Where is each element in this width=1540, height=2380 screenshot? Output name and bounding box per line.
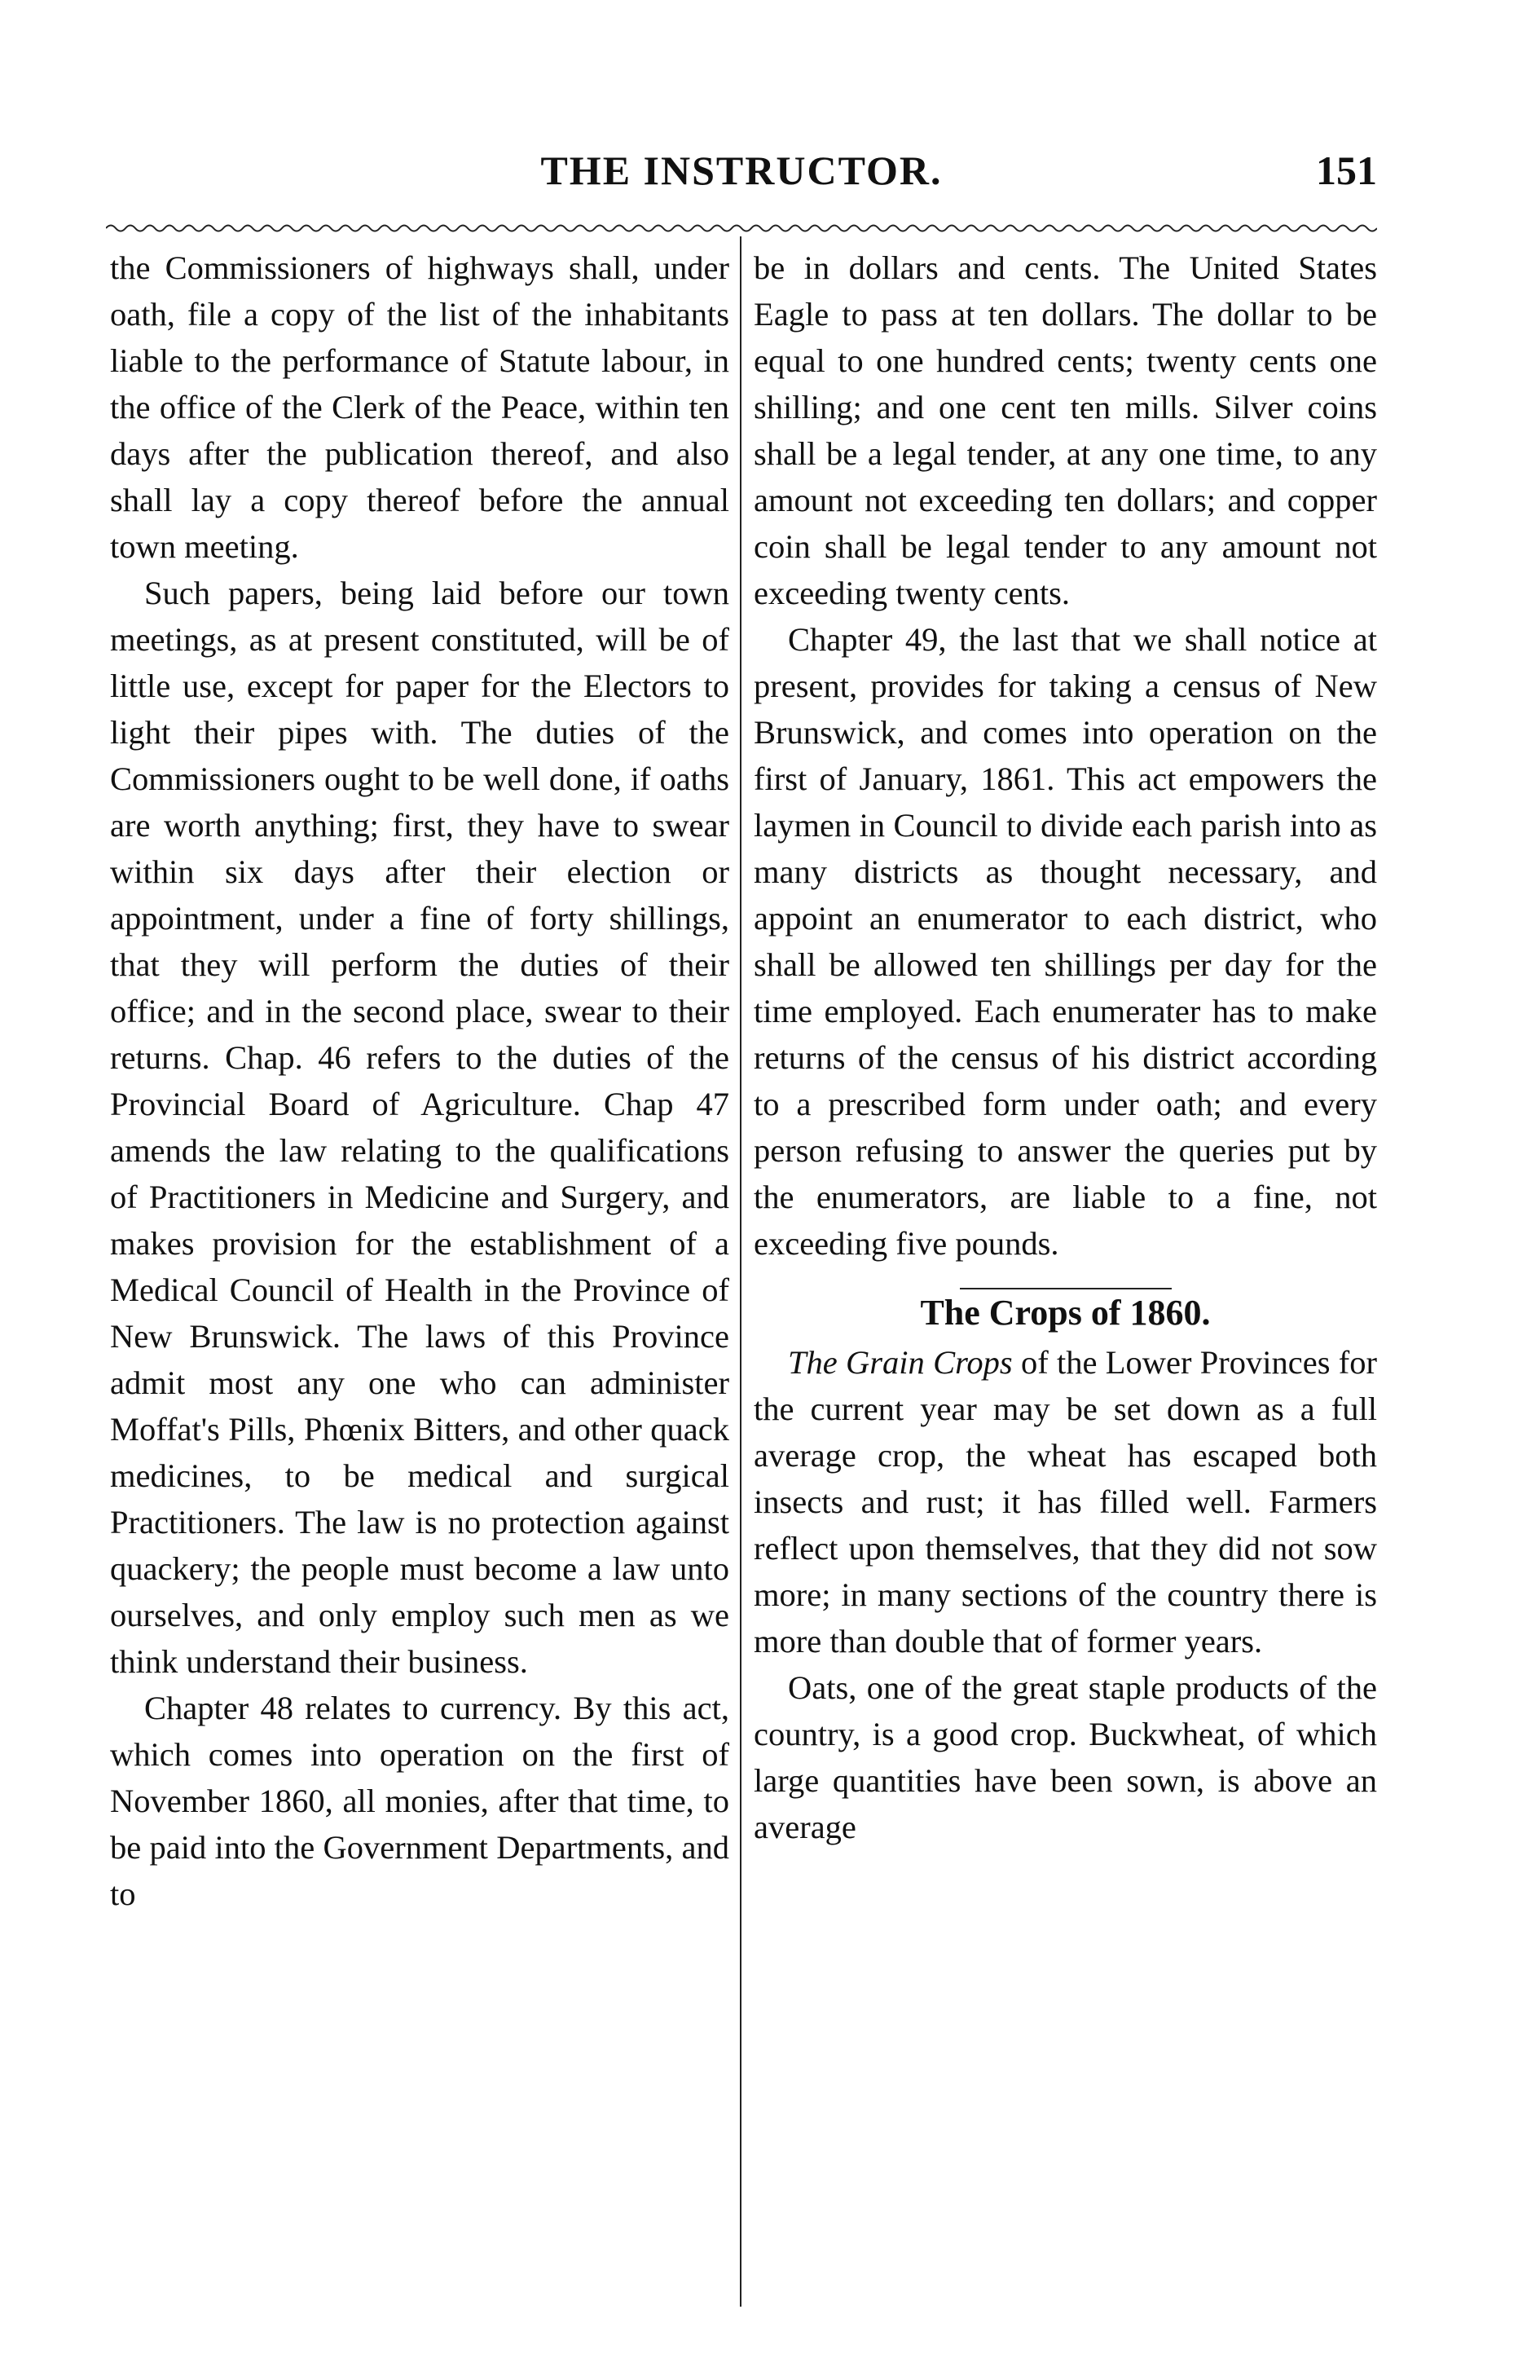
left-paragraph-2: Such papers, being laid before our town meetings, as at present constituted, will be of little use, except for paper for the Electors to light their pipes with. The duties of the Commissioners ought to be well done, if oaths are worth anything; first, they have to swear within six days after their election or appointment, under a fine of forty shillings, that they will perform the duties of their office; and in the second place, swear to their returns. Chap. 46 refers to the duties of the Provincial Board of Agriculture. Chap 47 amends the law relating to the qualifications of Practitioners in Medicine and Surgery, and makes provision for the establishment of a Medical Council of Health in the Province of New Brunswick. The laws of this Province admit most any one who can administer Moffat's Pills, Phœnix Bitters, and other quack medicines, to be medical and surgical Practitioners. The law is no protection against quackery; the people must become a law unto ourselves, and only employ such men as we think understand their business. bbox=[110, 575, 729, 1680]
heading-rule bbox=[960, 1288, 1172, 1289]
grain-crops-text: of the Lower Provinces for the current year may be set down as a full average crop, the wheat has escaped both insects and rust; it has filled well. Farmers reflect upon themselves, that they did not sow more; in many sections of the country there is more than double that of former years. bbox=[754, 1344, 1377, 1659]
left-column bbox=[110, 245, 729, 1917]
grain-crops-lead: The Grain Crops bbox=[788, 1344, 1013, 1381]
right-paragraph-1: be in dollars and cents. The United States Eagle to pass at ten dollars. The dollar to be equal to one hundred cents; twenty cents one shilling; and one cent ten mills. Silver coins shall be a legal tender, at any one time, to any amount not exceeding ten dollars; and copper coin shall be legal tender to any amount not exceeding twenty cents. bbox=[754, 249, 1377, 611]
left-paragraph-1: the Commissioners of highways shall, under oath, file a copy of the list of the inhabitants liable to the performance of Statute labour, in the office of the Clerk of the Peace, within ten days after the publication thereof, and also shall lay a copy thereof before the annual town meeting. bbox=[110, 249, 729, 565]
column-divider bbox=[740, 236, 741, 2307]
right-column bbox=[754, 245, 1377, 1850]
wavy-rule-divider bbox=[106, 220, 1377, 236]
running-title: THE INSTRUCTOR. bbox=[540, 148, 943, 193]
right-paragraph-3 bbox=[754, 1339, 1377, 1664]
left-paragraph-3: Chapter 48 relates to currency. By this act, which comes into operation on the first of November 1860, all monies, after that time, to be paid into the Government Departments, and to bbox=[110, 1690, 729, 1912]
right-paragraph-2: Chapter 49, the last that we shall notice at present, provides for taking a census of New Brunswick, and comes into operation on the first of January, 1861. This act empowers the laymen in Council to divide each parish into as many districts as thought necessary, and appoint an enumerator to each district, who shall be allowed ten shillings per day for the time employed. Each enumerater has to make returns of the census of his district according to a prescribed form under oath; and every person refusing to answer the queries put by the enumerators, are liable to a fine, not exceeding five pounds. bbox=[754, 621, 1377, 1262]
section-heading-crops bbox=[754, 1288, 1377, 1336]
running-head bbox=[106, 147, 1377, 212]
right-paragraph-4: Oats, one of the great staple products of the country, is a good crop. Buckwheat, of which large quantities have been sown, is above an average bbox=[754, 1669, 1377, 1845]
section-heading-text: The Crops of 1860. bbox=[920, 1293, 1211, 1333]
page-number: 151 bbox=[1316, 148, 1377, 193]
